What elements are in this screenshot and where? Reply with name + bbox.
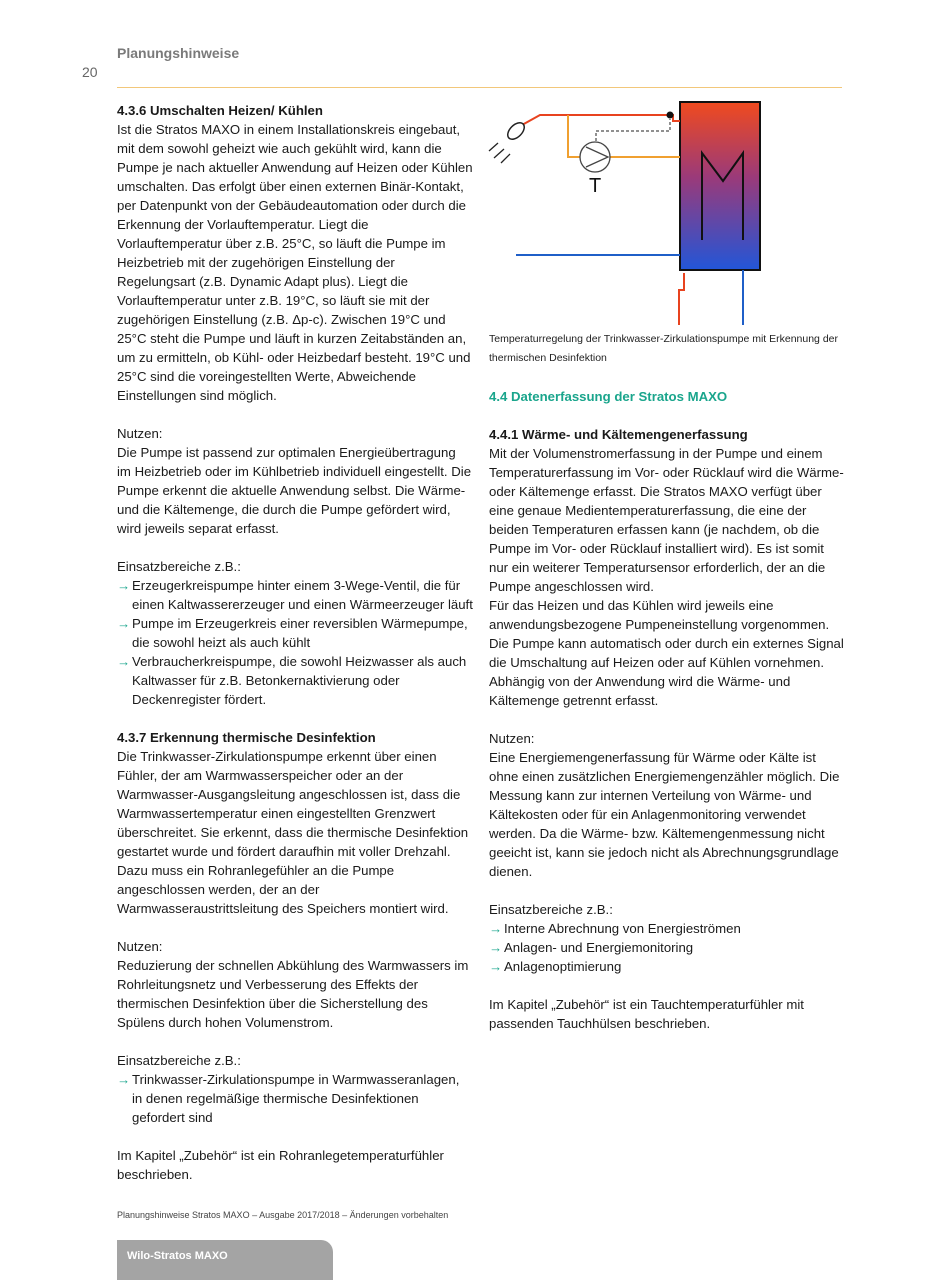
list-item bbox=[117, 576, 473, 614]
pump-label: T bbox=[589, 175, 602, 197]
list-item bbox=[117, 614, 473, 652]
list-item bbox=[117, 1070, 473, 1127]
arrow-right-icon: → bbox=[489, 940, 503, 955]
paragraph-umschalten: Ist die Stratos MAXO in einem Installationskreis eingebaut, mit dem sowohl geheizt wie auch gekühlt wird, kann die Pumpe je nach aktueller Anwendung auf Heizen oder Kühlen umschalten. Das erfolgt über einen externen Binär-Kontakt, per Datenpunkt von der Gebäudeautomation oder durch die Erkennung der Vorlauftemperatur. Liegt die Vorlauftemperatur über z.B. 25°C, so läuft die Pumpe im Heizbetrieb mit der zugehörigen Einstellung der Regelungsart (z.B. Dynamic Adapt plus). Liegt die Vorlauftemperatur unter z.B. 19°C, so läuft sie mit der zugehörigen Einstellung (z.B. Δp-c). Zwischen 19°C und 25°C steht die Pumpe und läuft in kurzen Zeitabständen an, um zu ermitteln, ob Kühl- oder Heizbedarf besteht. 19°C und 25°C sind die voreingestellten Werte, Abweichende Einstellungen sind möglich. bbox=[117, 122, 473, 403]
paragraph-kapitel-zubehoer: Im Kapitel „Zubehör“ ist ein Rohranlegetemperaturfühler beschrieben. bbox=[117, 1148, 444, 1182]
heading-4-4: 4.4 Datenerfassung der Stratos MAXO bbox=[489, 389, 728, 404]
figure-caption: Temperaturregelung der Trinkwasser-Zirkulationspumpe mit Erkennung der thermischen Desinfektion bbox=[489, 333, 838, 364]
list-item bbox=[489, 938, 845, 957]
pump-icon bbox=[580, 142, 610, 172]
list-item-text: Anlagen- und Energiemonitoring bbox=[504, 940, 694, 955]
list-item-text: Anlagenoptimierung bbox=[504, 959, 622, 974]
paragraph-nutzen-1: Die Pumpe ist passend zur optimalen Energieübertragung im Heizbetrieb oder im Kühlbetrieb individuell eingestellt. Die Pumpe erkennt die aktuelle Anwendung selbst. Die Wärme- und die Kältemenge, die durch die Pumpe gefördert wird, wird jeweils separat erfasst. bbox=[117, 445, 472, 536]
list-item-text: Interne Abrechnung von Energieströmen bbox=[504, 921, 741, 936]
footer-tab-label: Wilo-Stratos MAXO bbox=[127, 1250, 228, 1262]
einsatzbereiche-label: Einsatzbereiche z.B.: bbox=[489, 902, 613, 917]
list-item bbox=[489, 957, 845, 976]
storage-tank bbox=[680, 102, 760, 270]
paragraph-desinfektion: Die Trinkwasser-Zirkulationspumpe erkennt über einen Fühler, der am Warmwasserspeicher oder an der Warmwasser-Ausgangsleitung angeschlossen ist, dass die Warmwassertemperatur einen eingestellten Grenzwert überschreitet. Sie erkennt, dass die thermische Desinfektion gestartet wurde und fördert daraufhin mit voller Drehzahl. Dazu muss ein Rohranlegefühler an die Pumpe angeschlossen werden, der an der Warmwasseraustrittsleitung des Speichers montiert wird. bbox=[117, 749, 469, 916]
arrow-right-icon: → bbox=[489, 921, 503, 936]
left-column bbox=[117, 101, 473, 1184]
footer-text: Planungshinweise Stratos MAXO – Ausgabe 2017/2018 – Änderungen vorbehalten bbox=[117, 1210, 449, 1220]
paragraph-heizen-kuehlen: Für das Heizen und das Kühlen wird jeweils eine anwendungsbezogene Pumpeneinstellung vorgenommen. Die Pumpe kann automatisch oder durch ein externes Signal die Umschaltung auf Heizen oder auf Kühlen vornehmen. Abhängig von der Anwendung wird die Wärme- und Kältemenge getrennt erfasst. bbox=[489, 598, 844, 708]
paragraph-volumenstrom: Mit der Volumenstromerfassung in der Pumpe und einem Temperaturerfassung im Vor- oder Rücklauf wird die Wärme- oder Kältemenge erfasst. Die Stratos MAXO verfügt über eine genaue Medientemperaturerfassung, die eine der beiden Temperaturen erfassen kann (je nachdem, ob die Pumpe im Vor- oder Rücklauf installiert wird). Es ist somit nur ein weiterer Temperatursensor erforderlich, der an die Pumpe angeschlossen wird. bbox=[489, 446, 844, 594]
heading-4-3-7: 4.3.7 Erkennung thermische Desinfektion bbox=[117, 730, 376, 745]
nutzen-label: Nutzen: bbox=[489, 731, 535, 746]
list-item-text: Verbraucherkreispumpe, die sowohl Heizwasser als auch Kaltwasser für z.B. Betonkernaktivierung oder Deckenregister fördert. bbox=[132, 654, 467, 707]
circulation-diagram bbox=[488, 95, 788, 330]
list-item-text: Trinkwasser-Zirkulationspumpe in Warmwasseranlagen, in denen regelmäßige thermische Desinfektionen gefordert sind bbox=[132, 1072, 460, 1125]
list-item-text: Pumpe im Erzeugerkreis einer reversiblen Wärmepumpe, die sowohl heizt als auch kühlt bbox=[132, 616, 468, 650]
page-number: 20 bbox=[82, 64, 98, 80]
nutzen-label: Nutzen: bbox=[117, 939, 163, 954]
paragraph-kapitel-zubehoer: Im Kapitel „Zubehör“ ist ein Tauchtemperaturfühler mit passenden Tauchhülsen beschrieben. bbox=[489, 997, 804, 1031]
arrow-right-icon: → bbox=[117, 578, 131, 593]
tap-icon bbox=[489, 120, 527, 163]
einsatzbereiche-list-3 bbox=[489, 919, 845, 976]
einsatzbereiche-list-2 bbox=[117, 1070, 473, 1127]
paragraph-nutzen-2: Reduzierung der schnellen Abkühlung des Warmwassers im Rohrleitungsnetz und Verbesserung des Effekts der thermischen Desinfektion über die Sicherstellung des Spülens durch hohen Volumenstrom. bbox=[117, 958, 469, 1030]
footer-tab bbox=[117, 1240, 333, 1280]
heading-4-3-6: 4.3.6 Umschalten Heizen/ Kühlen bbox=[117, 103, 323, 118]
nutzen-label: Nutzen: bbox=[117, 426, 163, 441]
right-column bbox=[489, 330, 845, 1033]
section-header: Planungshinweise bbox=[117, 45, 240, 61]
arrow-right-icon: → bbox=[117, 616, 131, 631]
arrow-right-icon: → bbox=[489, 959, 503, 974]
einsatzbereiche-label: Einsatzbereiche z.B.: bbox=[117, 559, 241, 574]
list-item-text: Erzeugerkreispumpe hinter einem 3-Wege-Ventil, die für einen Kaltwassererzeuger und einen Wärmeerzeuger läuft bbox=[132, 578, 473, 612]
list-item bbox=[117, 652, 473, 709]
paragraph-nutzen-3: Eine Energiemengenerfassung für Wärme oder Kälte ist ohne einen zusätzlichen Energiemengenzähler möglich. Die Messung kann zur internen Verteilung von Wärme- und Kältekosten oder für ein Anlagenmonitoring verwendet werden. Da die Wärme- bzw. Kältemengenmessung nicht geeicht ist, kann sie jedoch nicht als Abrechnungsgrundlage dienen. bbox=[489, 750, 840, 879]
arrow-right-icon: → bbox=[117, 1072, 131, 1087]
einsatzbereiche-label: Einsatzbereiche z.B.: bbox=[117, 1053, 241, 1068]
arrow-right-icon: → bbox=[117, 654, 131, 669]
header-rule bbox=[117, 87, 842, 88]
heading-4-4-1: 4.4.1 Wärme- und Kältemengenerfassung bbox=[489, 427, 748, 442]
list-item bbox=[489, 919, 845, 938]
einsatzbereiche-list-1 bbox=[117, 576, 473, 709]
